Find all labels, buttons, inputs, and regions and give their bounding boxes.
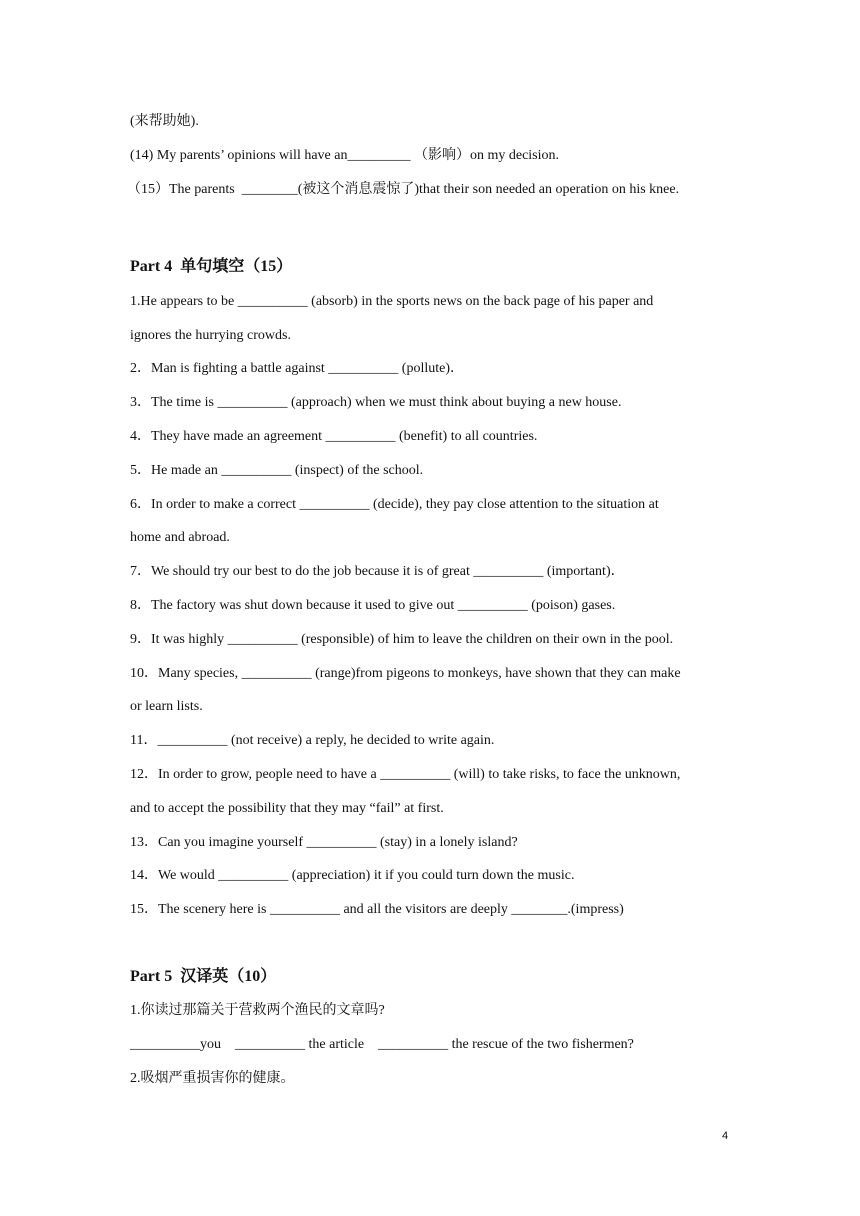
part4-line: 13．Can you imagine yourself __________ (stay) in a lonely island? — [130, 835, 518, 850]
part5-line: 1.你读过那篇关于营救两个渔民的文章吗? — [130, 1003, 385, 1018]
part4-line: 9．It was highly __________ (responsible) of him to leave the children on their own in the pool. — [130, 632, 674, 647]
part4-line: 10．Many species, __________ (range)from pigeons to monkeys, have shown that they can make — [130, 666, 681, 681]
part4-heading: Part 4 单句填空（15） — [130, 258, 293, 275]
item-14: (14) My parents’ opinions will have an_________ （影响）on my decision. — [130, 148, 560, 163]
part5-line: __________you __________ the article __________ the rescue of the two fishermen? — [130, 1037, 634, 1052]
part4-line: 3．The time is __________ (approach) when we must think about buying a new house. — [130, 395, 622, 410]
part4-line: 4．They have made an agreement __________ (benefit) to all countries. — [130, 429, 538, 444]
part4-line: 12．In order to grow, people need to have a __________ (will) to take risks, to face the unknown, — [130, 767, 681, 782]
part5-heading: Part 5 汉译英（10） — [130, 968, 277, 985]
part4-line: ignores the hurrying crowds. — [130, 328, 291, 343]
part4-line: 6．In order to make a correct __________ (decide), they pay close attention to the situation at — [130, 497, 659, 512]
part4-line: 15．The scenery here is __________ and all the visitors are deeply ________.(impress) — [130, 902, 624, 917]
part5-line: 2.吸烟严重损害你的健康。 — [130, 1071, 295, 1086]
part4-line: 7．We should try our best to do the job because it is of great __________ (important)． — [130, 564, 625, 579]
page-number: 4 — [722, 1130, 729, 1142]
part4-line: 14．We would __________ (appreciation) it if you could turn down the music. — [130, 868, 575, 883]
item-13-continuation: (来帮助她). — [130, 114, 199, 129]
part4-line: 8．The factory was shut down because it used to give out __________ (poison) gases. — [130, 598, 616, 613]
part4-line: 5．He made an __________ (inspect) of the school. — [130, 463, 424, 478]
item-15: （15）The parents ________(被这个消息震惊了)that their son needed an operation on his knee. — [127, 182, 680, 197]
part4-line: 1.He appears to be __________ (absorb) in the sports news on the back page of his paper and — [130, 294, 654, 309]
part4-line: and to accept the possibility that they may “fail” at first. — [130, 801, 444, 816]
part4-line: or learn lists. — [130, 699, 203, 714]
part4-line: 11．__________ (not receive) a reply, he decided to write again. — [130, 733, 495, 748]
part4-line: home and abroad. — [130, 530, 230, 545]
part4-line: 2．Man is fighting a battle against __________ (pollute)． — [130, 361, 465, 376]
